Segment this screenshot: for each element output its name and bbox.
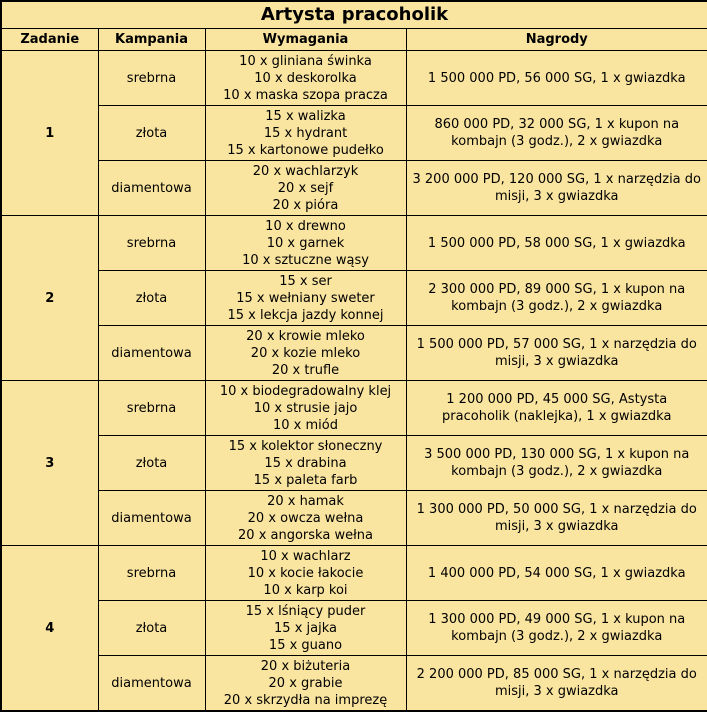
requirement-line: 15 x guano (268, 637, 343, 653)
requirement-line: 15 x lśniący puder (245, 603, 366, 619)
campaign-name: srebrna (98, 51, 205, 106)
table-row (1, 491, 707, 546)
rewards-cell: 3 200 000 PD, 120 000 SG, 1 x narzędzia do misji, 3 x gwiazdka (406, 161, 707, 216)
campaign-name: złota (98, 601, 205, 656)
requirement-line: 15 x hydrant (263, 125, 348, 141)
requirements-cell (205, 216, 406, 271)
campaign-name: złota (98, 271, 205, 326)
campaign-name: srebrna (98, 381, 205, 436)
requirements-cell (205, 271, 406, 326)
rewards-cell: 1 500 000 PD, 58 000 SG, 1 x gwiazdka (406, 216, 707, 271)
column-header-wymagania: Wymagania (205, 29, 406, 51)
rewards-cell: 1 500 000 PD, 57 000 SG, 1 x narzędzia do misji, 3 x gwiazdka (406, 326, 707, 381)
requirement-line: 10 x biodegradowalny klej (219, 383, 392, 399)
requirement-line: 10 x wachlarz (260, 548, 351, 564)
requirements-cell (205, 51, 406, 106)
table-row (1, 216, 707, 271)
requirement-line: 20 x grabie (268, 675, 343, 691)
requirements-cell (205, 381, 406, 436)
requirements-cell (205, 601, 406, 656)
requirements-cell (205, 546, 406, 601)
requirements-cell (205, 491, 406, 546)
column-header-zadanie: Zadanie (1, 29, 98, 51)
rewards-cell: 2 200 000 PD, 85 000 SG, 1 x narzędzia do misji, 3 x gwiazdka (406, 656, 707, 712)
rewards-cell: 1 400 000 PD, 54 000 SG, 1 x gwiazdka (406, 546, 707, 601)
requirement-line: 20 x biżuteria (260, 658, 351, 674)
requirement-line: 15 x kolektor słoneczny (228, 438, 383, 454)
table-row (1, 656, 707, 712)
requirement-line: 20 x hamak (267, 493, 344, 509)
requirement-line: 20 x kozie mleko (250, 345, 361, 361)
requirement-line: 10 x sztuczne wąsy (242, 252, 369, 268)
requirement-line: 15 x paleta farb (253, 472, 358, 488)
table-row (1, 271, 707, 326)
campaign-name: srebrna (98, 546, 205, 601)
requirement-line: 20 x trufle (271, 362, 340, 378)
rewards-cell: 2 300 000 PD, 89 000 SG, 1 x kupon na kombajn (3 godz.), 2 x gwiazdka (406, 271, 707, 326)
requirement-line: 20 x owcza wełna (247, 510, 364, 526)
requirement-line: 10 x miód (273, 417, 338, 433)
requirement-line: 10 x deskorolka (254, 70, 357, 86)
requirement-line: 10 x kocie łakocie (247, 565, 364, 581)
column-header-kampania: Kampania (98, 29, 205, 51)
campaign-name: srebrna (98, 216, 205, 271)
requirement-line: 10 x drewno (265, 218, 346, 234)
requirement-line: 20 x angorska wełna (238, 527, 373, 543)
rewards-cell: 1 300 000 PD, 49 000 SG, 1 x kupon na kombajn (3 godz.), 2 x gwiazdka (406, 601, 707, 656)
requirements-cell (205, 326, 406, 381)
table-row (1, 601, 707, 656)
requirements-cell (205, 436, 406, 491)
table-row (1, 546, 707, 601)
requirement-line: 20 x krowie mleko (246, 328, 365, 344)
requirement-line: 20 x sejf (277, 180, 334, 196)
campaign-name: złota (98, 106, 205, 161)
table-row (1, 436, 707, 491)
task-number: 4 (1, 546, 98, 712)
campaign-name: diamentowa (98, 491, 205, 546)
table-title-row (1, 1, 707, 29)
requirement-line: 15 x wełniany sweter (236, 290, 375, 306)
table-row (1, 106, 707, 161)
requirement-line: 10 x garnek (266, 235, 345, 251)
requirement-line: 15 x walizka (265, 108, 346, 124)
table-row (1, 326, 707, 381)
table-row (1, 51, 707, 106)
requirement-line: 10 x gliniana świnka (239, 53, 372, 69)
campaign-name: diamentowa (98, 161, 205, 216)
requirement-line: 15 x jajka (274, 620, 337, 636)
column-header-nagrody: Nagrody (406, 29, 707, 51)
requirement-line: 20 x wachlarzyk (252, 163, 359, 179)
rewards-cell: 1 300 000 PD, 50 000 SG, 1 x narzędzia do misji, 3 x gwiazdka (406, 491, 707, 546)
requirement-line: 15 x lekcja jazdy konnej (227, 307, 384, 323)
rewards-cell: 3 500 000 PD, 130 000 SG, 1 x kupon na kombajn (3 godz.), 2 x gwiazdka (406, 436, 707, 491)
requirements-cell (205, 106, 406, 161)
task-number: 3 (1, 381, 98, 546)
rewards-cell: 1 500 000 PD, 56 000 SG, 1 x gwiazdka (406, 51, 707, 106)
campaign-name: diamentowa (98, 656, 205, 712)
requirement-line: 15 x kartonowe pudełko (227, 142, 384, 158)
requirement-line: 15 x ser (279, 273, 332, 289)
table-row (1, 161, 707, 216)
requirements-cell (205, 161, 406, 216)
requirement-line: 20 x pióra (272, 197, 339, 213)
rewards-cell: 860 000 PD, 32 000 SG, 1 x kupon na kombajn (3 godz.), 2 x gwiazdka (406, 106, 707, 161)
task-number: 1 (1, 51, 98, 216)
task-number: 2 (1, 216, 98, 381)
requirement-line: 10 x karp koi (263, 582, 348, 598)
requirement-line: 10 x strusie jajo (253, 400, 358, 416)
table-header-row (1, 29, 707, 51)
rewards-cell: 1 200 000 PD, 45 000 SG, Astysta pracoholik (naklejka), 1 x gwiazdka (406, 381, 707, 436)
requirement-line: 20 x skrzydła na imprezę (223, 692, 388, 708)
page-title: Artysta pracoholik (1, 1, 707, 29)
table-row (1, 381, 707, 436)
campaign-name: diamentowa (98, 326, 205, 381)
campaign-name: złota (98, 436, 205, 491)
requirements-cell (205, 656, 406, 712)
requirement-line: 15 x drabina (264, 455, 347, 471)
requirement-line: 10 x maska szopa pracza (223, 87, 388, 103)
